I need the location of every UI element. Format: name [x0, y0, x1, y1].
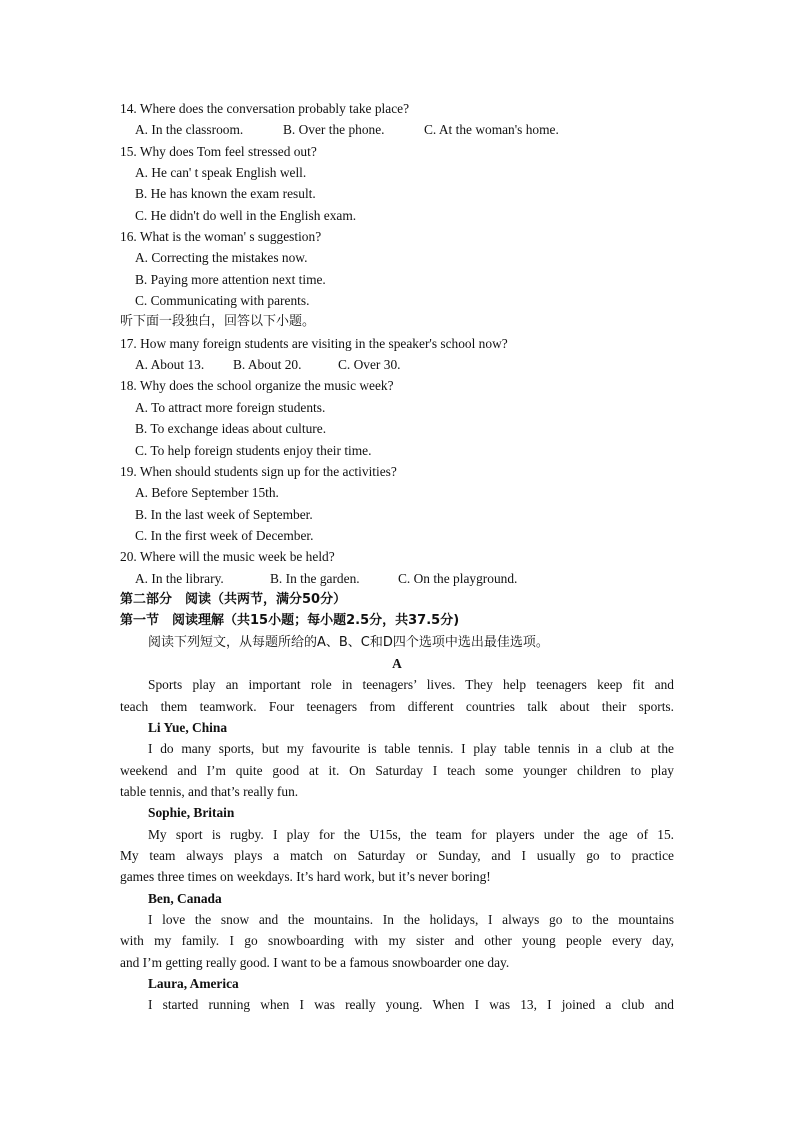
q16-option-a: A. Correcting the mistakes now.: [135, 250, 308, 266]
speaker-text-line: My sport is rugby. I play for the U15s, the team for players under the age of 15.: [148, 826, 674, 842]
question-19-stem: 19. When should students sign up for the activities?: [120, 463, 397, 479]
q20-option-c: C. On the playground.: [398, 570, 518, 586]
reading-instruction: 阅读下列短文，从每题所给的A、B、C和D四个选项中选出最佳选项。: [148, 634, 549, 650]
passage-intro-line: Sports play an important role in teenagers’ lives. They help teenagers keep fit and: [148, 677, 674, 693]
speaker-text-line: weekend and I’m quite good at it. On Saturday I teach some younger children to play: [120, 762, 674, 778]
question-14-stem: 14. Where does the conversation probably take place?: [120, 101, 410, 116]
question-15-stem: 15. Why does Tom feel stressed out?: [120, 143, 317, 159]
question-17-options: [120, 354, 674, 375]
q15-option-c: C. He didn't do well in the English exam.: [135, 207, 357, 223]
q14-option-a: A. In the classroom.: [135, 122, 244, 138]
question-20-options: [120, 568, 674, 589]
speaker-text-line: I started running when I was really young. When I was 13, I joined a club and: [148, 997, 674, 1013]
q17-option-c: C. Over 30.: [338, 357, 401, 373]
speaker-text-line: games three times on weekdays. It’s hard work, but it’s never boring!: [120, 869, 491, 885]
question-17-stem: 17. How many foreign students are visiting in the speaker's school now?: [120, 335, 508, 351]
q15-option-a: A. He can' t speak English well.: [135, 165, 307, 181]
q18-option-a: A. To attract more foreign students.: [135, 399, 326, 415]
q19-option-c: C. In the first week of December.: [135, 527, 314, 543]
question-18-stem: 18. Why does the school organize the music week?: [120, 378, 394, 394]
speaker-text-line: and I’m getting really good. I want to be a famous snowboarder one day.: [120, 954, 510, 970]
exam-page: [120, 98, 674, 1016]
question-16-stem: 16. What is the woman' s suggestion?: [120, 229, 322, 245]
q16-option-b: B. Paying more attention next time.: [135, 271, 326, 287]
question-14-options: [120, 119, 674, 140]
q15-option-b: B. He has known the exam result.: [135, 186, 316, 202]
q18-option-b: B. To exchange ideas about culture.: [135, 421, 327, 437]
q17-option-b: B. About 20.: [233, 357, 302, 373]
q16-option-c: C. Communicating with parents.: [135, 293, 310, 309]
q20-option-b: B. In the garden.: [270, 570, 360, 586]
section-one-title: 第一节 阅读理解（共15小题；每小题2.5分，共37.5分): [120, 613, 460, 629]
speaker-text-line: I love the snow and the mountains. In the holidays, I always go to the mountains: [148, 912, 674, 928]
q20-option-a: A. In the library.: [135, 570, 224, 586]
speaker-text-line: My team always plays a match on Saturday or Sunday, and I usually go to practice: [120, 848, 674, 864]
speaker-name: Sophie, Britain: [148, 805, 235, 821]
speaker-name: Laura, America: [148, 976, 239, 992]
q18-option-c: C. To help foreign students enjoy their time.: [135, 442, 372, 458]
passage-intro-line: teach them teamwork. Four teenagers from different countries talk about their sports.: [120, 698, 674, 714]
speaker-text-line: I do many sports, but my favourite is table tennis. I play table tennis in a club at the: [148, 741, 674, 757]
speaker-text-line: table tennis, and that’s really fun.: [120, 784, 299, 799]
passage-label: A: [392, 655, 402, 671]
part-two-title: 第二部分 阅读（共两节，满分50分）: [120, 591, 347, 607]
question-20-stem: 20. Where will the music week be held?: [120, 549, 335, 565]
monologue-instruction: 听下面一段独白，回答以下小题。: [120, 314, 316, 330]
passage-intro: [120, 674, 674, 717]
speaker-name: Li Yue, China: [148, 719, 228, 735]
q19-option-b: B. In the last week of September.: [135, 506, 313, 522]
q14-option-b: B. Over the phone.: [283, 122, 385, 138]
q19-option-a: A. Before September 15th.: [135, 485, 279, 501]
speaker-name: Ben, Canada: [148, 890, 222, 906]
q17-option-a: A. About 13.: [135, 357, 205, 373]
speaker-text-line: with my family. I go snowboarding with my sister and other young people every day,: [120, 933, 674, 949]
q14-option-c: C. At the woman's home.: [424, 122, 559, 138]
